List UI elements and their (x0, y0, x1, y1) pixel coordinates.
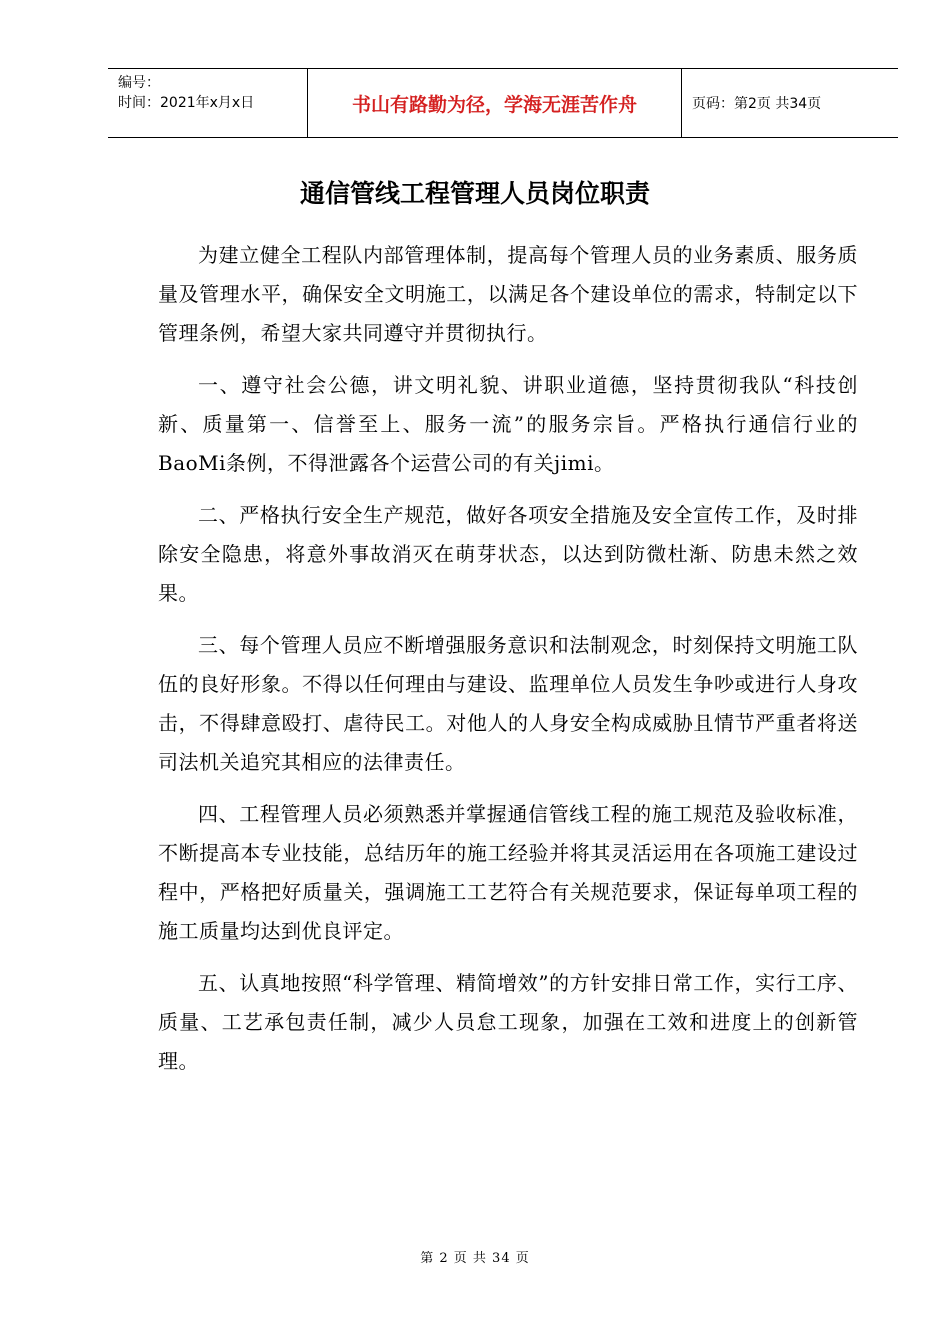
paragraph-2: 二、严格执行安全生产规范，做好各项安全措施及安全宣传工作，及时排除安全隐患，将意外事故消灭在萌芽状态，以达到防微杜渐、防患未然之效果。 (158, 503, 858, 605)
paragraph-1: 一、遵守社会公德，讲文明礼貌、讲职业道德，坚持贯彻我队“科技创新、质量第一、信誉至上、服务一流”的服务宗旨。严格执行通信行业的BaoMi条例，不得泄露各个运营公司的有关jimi。 (158, 373, 858, 475)
page-header (108, 68, 898, 138)
header-page-info: 页码：第2页 共34页 (692, 96, 822, 112)
page-footer: 第 2 页 共 34 页 (420, 1251, 530, 1266)
paragraph-4: 四、工程管理人员必须熟悉并掌握通信管线工程的施工规范及验收标准，不断提高本专业技能，总结历年的施工经验并将其灵活运用在各项施工建设过程中，严格把好质量关，强调施工工艺符合有关规范要求，保证每单项工程的施工质量均达到优良评定。 (158, 802, 858, 943)
document-body (158, 236, 858, 1094)
header-motto: 书山有路勤为径，学海无涯苦作舟 (308, 69, 682, 137)
paragraph-intro: 为建立健全工程队内部管理体制，提高每个管理人员的业务素质、服务质量及管理水平，确保安全文明施工，以满足各个建设单位的需求，特制定以下管理条例，希望大家共同遵守并贯彻执行。 (158, 243, 858, 345)
paragraph-3: 三、每个管理人员应不断增强服务意识和法制观念，时刻保持文明施工队伍的良好形象。不得以任何理由与建设、监理单位人员发生争吵或进行人身攻击，不得肆意殴打、虐待民工。对他人的人身安全构成威胁且情节严重者将送司法机关追究其相应的法律责任。 (158, 633, 858, 774)
document-time-label: 时间：2021年x月x日 (118, 95, 255, 111)
document-title: 通信管线工程管理人员岗位职责 (299, 179, 650, 208)
document-number-label: 编号： (118, 75, 160, 91)
paragraph-5: 五、认真地按照“科学管理、精简增效”的方针安排日常工作，实行工序、质量、工艺承包责任制，减少人员怠工现象，加强在工效和进度上的创新管理。 (158, 971, 858, 1073)
header-meta (108, 69, 308, 137)
